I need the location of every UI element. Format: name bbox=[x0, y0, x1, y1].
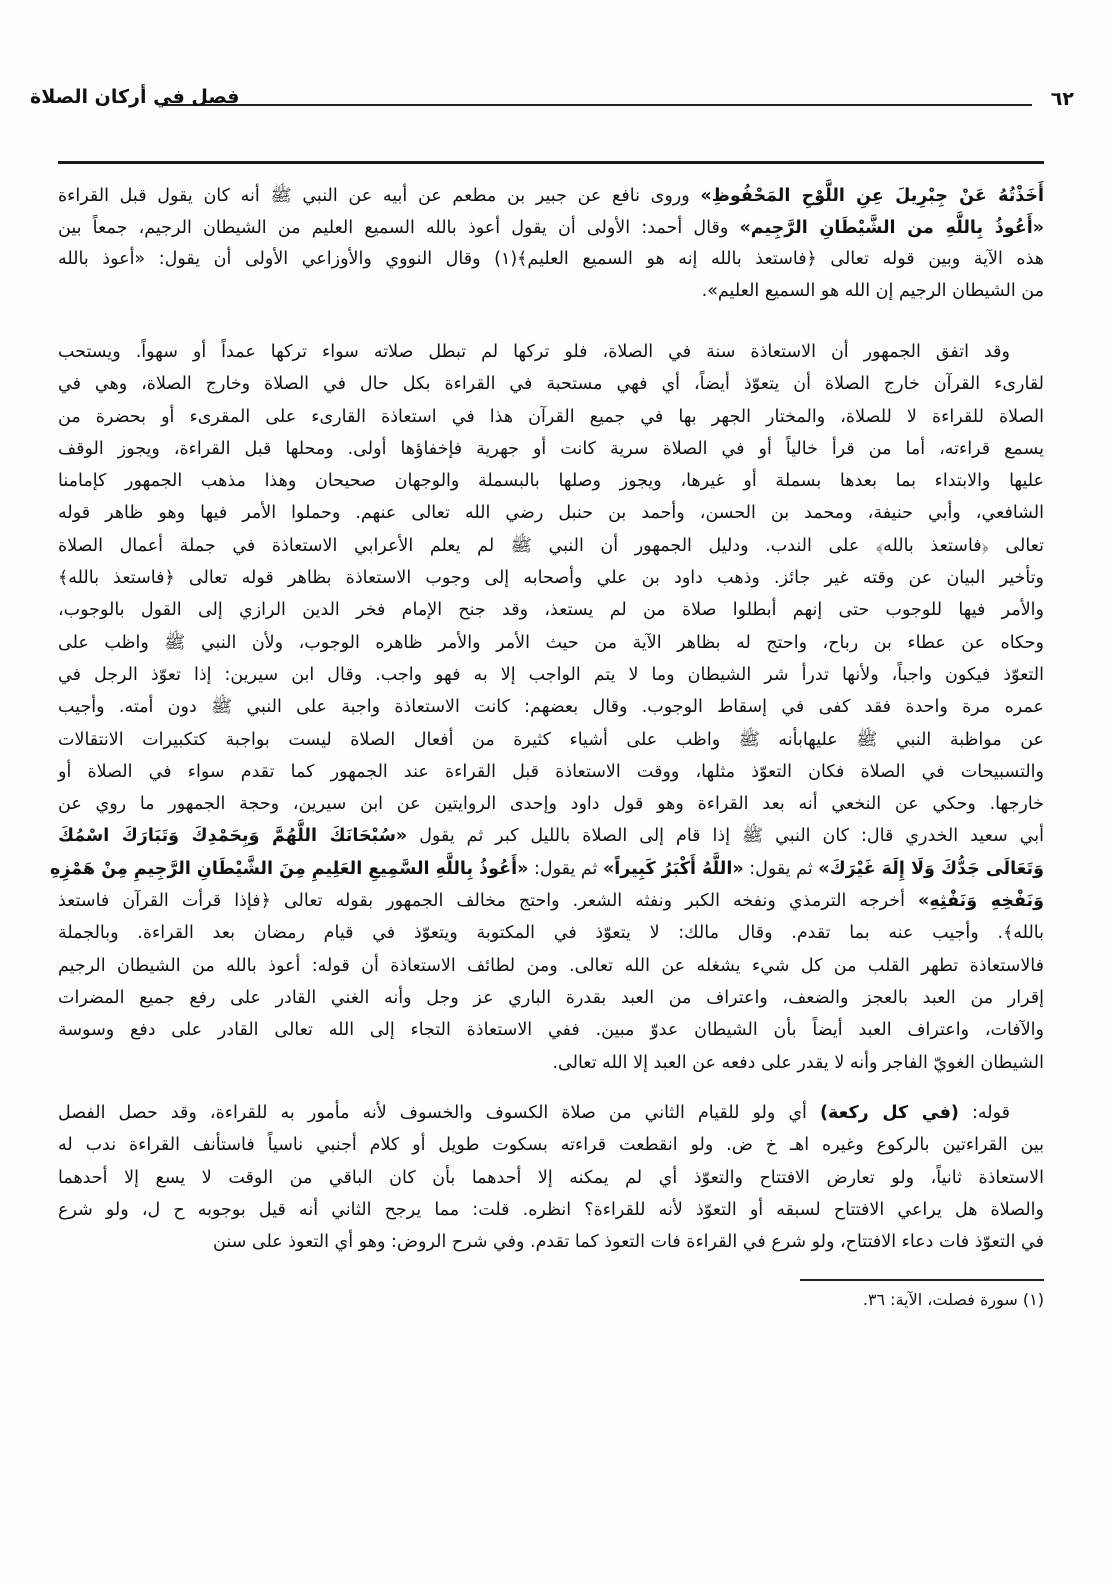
text-line bbox=[58, 181, 1044, 213]
text-line bbox=[58, 1194, 1044, 1226]
quoted-text: وَتَعَالَى جَدُّكَ وَلَا إِلَهَ غَيْرَكَ» bbox=[818, 858, 1044, 879]
text-line bbox=[58, 691, 1044, 723]
text-line bbox=[58, 1097, 1044, 1129]
text-line bbox=[58, 594, 1044, 626]
text-segment: عليها والابتداء بما بعدها بسملة أو غيرها، ويجوز وصلها بالبسملة والوجهان صحيحان وهذا مذهب الجمهور كإمامنا bbox=[58, 471, 1044, 492]
text-line bbox=[58, 659, 1044, 691]
quoted-text: «أَعُوذُ بِاللَّهِ من الشَّيْطَانِ الرَّجِيم» bbox=[739, 217, 1044, 238]
text-line bbox=[58, 1014, 1044, 1046]
page-number: ٦٢ bbox=[1050, 88, 1074, 110]
text-segment: عن مواظبة النبي ﷺ عليهابأنه ﷺ واظب على أشياء كثيرة من أفعال الصلاة ليست بواجبة كتكبيرات الانتقالات bbox=[58, 729, 1044, 750]
text-line bbox=[58, 950, 1044, 982]
text-line bbox=[58, 497, 1044, 529]
text-line bbox=[58, 336, 1044, 368]
text-line bbox=[58, 276, 1044, 308]
text-segment: والصلاة هل يراعي الافتتاح لسبقه أو التعوّذ لأنه للقراءة؟ انظره. قلت: مما يرجح الثاني أنه قيل بوجوبه ح ل، ولو شرع bbox=[58, 1199, 1044, 1220]
paragraph-2 bbox=[50, 336, 1044, 1079]
text-segment: هذه الآية وبين قوله تعالى ﴿فاستعذ بالله إنه هو السميع العليم﴾(١) وقال النووي والأوزاعي الأولى أن يقول: «أعوذ بالله bbox=[58, 249, 1044, 269]
text-line bbox=[58, 213, 1044, 245]
text-line bbox=[58, 1162, 1044, 1194]
text-line bbox=[58, 724, 1044, 756]
text-line bbox=[58, 627, 1044, 659]
quoted-text: (في كل ركعة) bbox=[820, 1103, 959, 1123]
text-segment: عمره مرة واحدة فقد كفى في إسقاط الوجوب. وقال بعضهم: كانت الاستعاذة واجبة على النبي ﷺ دون أمته. وأجيب bbox=[58, 697, 1044, 718]
text-segment: في التعوّذ فات دعاء الافتتاح، ولو شرع في القراءة فات التعوذ كما تقدم. وفي شرح الروض: وهو أي التعوذ على سنن bbox=[213, 1232, 1044, 1253]
text-line bbox=[58, 1226, 1044, 1258]
text-segment: لقارىء القرآن خارج الصلاة أن يتعوّذ أيضاً، أي فهي مستحبة في القراءة بكل حال في الصلاة وخارج الصلاة، وهي في bbox=[58, 374, 1044, 395]
text-segment: وحكاه عن عطاء بن رباح، واحتج له بظاهر الآية من حيث الأمر والأمر ظاهره الوجوب، ولأن النبي ﷺ واظب على bbox=[58, 632, 1044, 653]
text-segment: التعوّذ فيكون واجباً، ولأنها تدرأ شر الشيطان وما لا يتم الواجب إلا به فهو واجب. وقال ابن سيرين: إذا تعوّذ الرجل في bbox=[58, 664, 1044, 685]
footnote-rule bbox=[800, 1279, 1044, 1281]
text-line bbox=[58, 820, 1044, 852]
text-line bbox=[58, 788, 1044, 820]
header-rule bbox=[58, 161, 1044, 164]
quoted-text: «اللَّهُ أَكْبَرُ كَبِيراً» bbox=[602, 858, 744, 879]
text-line bbox=[50, 853, 1044, 885]
quoted-text: أَخَذْتُهُ عَنْ جِبْرِيلَ عِنِ اللَّوْحِ المَحْفُوظِ» bbox=[700, 186, 1044, 206]
text-segment: الشافعي، وأبي حنيفة، ومحمد بن الحسن، وأحمد بن حنبل رضي الله تعالى عنهم. وحملوا الأمر فيها وهو ظاهر قوله bbox=[58, 503, 1044, 524]
text-segment: والآفات، واعتراف العبد أيضاً بأن الشيطان عدوّ مبين. ففي الاستعاذة التجاء إلى الله تعالى القادر على دفع وسوسة bbox=[58, 1020, 1044, 1041]
text-segment: وروى نافع عن جبير بن مطعم عن أبيه عن النبي ﷺ أنه كان يقول قبل القراءة bbox=[58, 186, 701, 206]
text-line bbox=[58, 244, 1044, 276]
quoted-text: وَنَفْخِهِ وَنَفْثِهِ» bbox=[918, 891, 1044, 912]
text-line bbox=[58, 917, 1044, 949]
text-segment: الاستعاذة ثانياً، ولو تعارض الافتتاح والتعوّذ أي لم يمكنه إلا أحدهما بأن كان الباقي من الوقت لا يسع إلا أحدهما bbox=[58, 1167, 1044, 1188]
quoted-text: «أَعُوذُ بِاللَّهِ السَّمِيعِ العَلِيمِ مِنَ الشَّيْطَانِ الرَّجِيمِ مِنْ هَمْزِهِ bbox=[50, 858, 529, 879]
text-line bbox=[58, 1129, 1044, 1161]
text-segment: بالله﴾. وأجيب عنه بما تقدم. وقال مالك: لا يتعوّذ في المكتوبة ويتعوّذ في قيام رمضان بعد القراءة. وبالجملة bbox=[58, 923, 1044, 944]
text-segment: والتسبيحات في الصلاة فكان التعوّذ مثلها، ووقت الاستعاذة قبل القراءة عند الجمهور كما تقدم سواء في الصلاة أو bbox=[58, 761, 1044, 782]
text-segment: إقرار من العبد بالعجز والضعف، واعتراف من العبد بقدرة الباري عز وجل وأنه الغني القادر على رفع جميع المضرات bbox=[58, 987, 1044, 1008]
paragraph-3 bbox=[58, 1097, 1044, 1258]
text-segment: أخرجه الترمذي ونفخه الكبر ونفثه الشعر. واحتج مخالف الجمهور بقوله تعالى ﴿فإذا قرأت القرآن فاستعذ bbox=[58, 891, 919, 912]
text-line bbox=[58, 465, 1044, 497]
text-segment: يسمع قراءته، أما من قرأ خالياً أو في الصلاة سرية كانت أو جهرية فإخفاؤها أولى. ومحلها قبل القراءة، ويجوز الوقف bbox=[58, 438, 1044, 459]
text-line bbox=[58, 401, 1044, 433]
text-segment: أي ولو للقيام الثاني من صلاة الكسوف والخسوف لأنه مأمور به للقراءة، وقد حصل الفصل bbox=[58, 1103, 820, 1123]
text-segment: وتأخير البيان عن وقته غير جائز. وذهب داود بن علي وأصحابه إلى وجوب الاستعاذة بظاهر قوله تعالى ﴿فاستعذ بالله﴾ bbox=[58, 568, 1044, 589]
text-segment: ثم يقول: bbox=[743, 858, 819, 879]
text-segment: تعالى ﴿فاستعذ بالله﴾ على الندب. ودليل الجمهور أن النبي ﷺ لم يعلم الأعرابي الاستعاذة في جملة أعمال الصلاة bbox=[58, 535, 1044, 556]
text-segment: ثم يقول: bbox=[528, 858, 603, 879]
text-line bbox=[58, 982, 1044, 1014]
paragraph-1 bbox=[58, 181, 1044, 307]
text-segment: وقد اتفق الجمهور أن الاستعاذة سنة في الصلاة، فلو تركها لم تبطل صلاته سواء تركها عمداً أو سهواً. ويستحب bbox=[58, 342, 1010, 362]
text-segment: فالاستعاذة تطهر القلب من كل شيء يشغله عن الله تعالى. ومن لطائف الاستعاذة أن قوله: أعوذ بالله من الشيطان الرجيم bbox=[58, 955, 1044, 976]
text-line bbox=[58, 756, 1044, 788]
text-segment: والأمر فيها للوجوب حتى إنهم أبطلوا صلاة من لم يستعذ، وقد جنح الإمام فخر الدين الرازي إلى القول بالوجوب، bbox=[58, 600, 1044, 621]
footnote: (١) سورة فصلت، الآية: ٣٦. bbox=[862, 1290, 1044, 1309]
text-line bbox=[58, 368, 1044, 400]
text-segment: من الشيطان الرجيم إن الله هو السميع العليم». bbox=[701, 280, 1044, 301]
text-segment: الصلاة للقراءة لا للصلاة، والمختار الجهر بها في جميع القرآن هذا في استعاذة القارىء على المقرىء أو بحضرة من bbox=[58, 406, 1044, 427]
running-title: فصل في أركان الصلاة bbox=[30, 86, 240, 108]
header-divider bbox=[162, 104, 1032, 106]
text-line bbox=[58, 1047, 1044, 1079]
quoted-text: «سُبْحَانَكَ اللَّهُمَّ وَبِحَمْدِكَ وَتَبَارَكَ اسْمُكَ bbox=[58, 826, 408, 847]
text-segment: الشيطان الغويّ الفاجر وأنه لا يقدر على دفعه عن العبد إلا الله تعالى. bbox=[552, 1052, 1044, 1073]
text-segment: قوله: bbox=[958, 1103, 1010, 1123]
text-line bbox=[58, 530, 1044, 562]
text-segment: أبي سعيد الخدري قال: كان النبي ﷺ إذا قام إلى الصلاة بالليل كبر ثم يقول bbox=[407, 826, 1044, 847]
text-segment: بين القراءتين بالركوع وغيره اهـ خ ض. ولو انقطعت قراءته بسكوت طويل أو كلام أجنبي ناسياً فاستأنف القراءة ندب له bbox=[58, 1135, 1044, 1156]
text-line bbox=[58, 433, 1044, 465]
text-line bbox=[58, 562, 1044, 594]
text-segment: وقال أحمد: الأولى أن يقول أعوذ بالله السميع العليم من الشيطان الرجيم، جمعاً بين bbox=[58, 217, 740, 238]
text-line bbox=[58, 885, 1044, 917]
text-segment: خارجها. وحكي عن النخعي أنه بعد القراءة وهو قول داود وإحدى الروايتين عن ابن سيرين، وحجة الجمهور ما روي عن bbox=[58, 794, 1044, 815]
